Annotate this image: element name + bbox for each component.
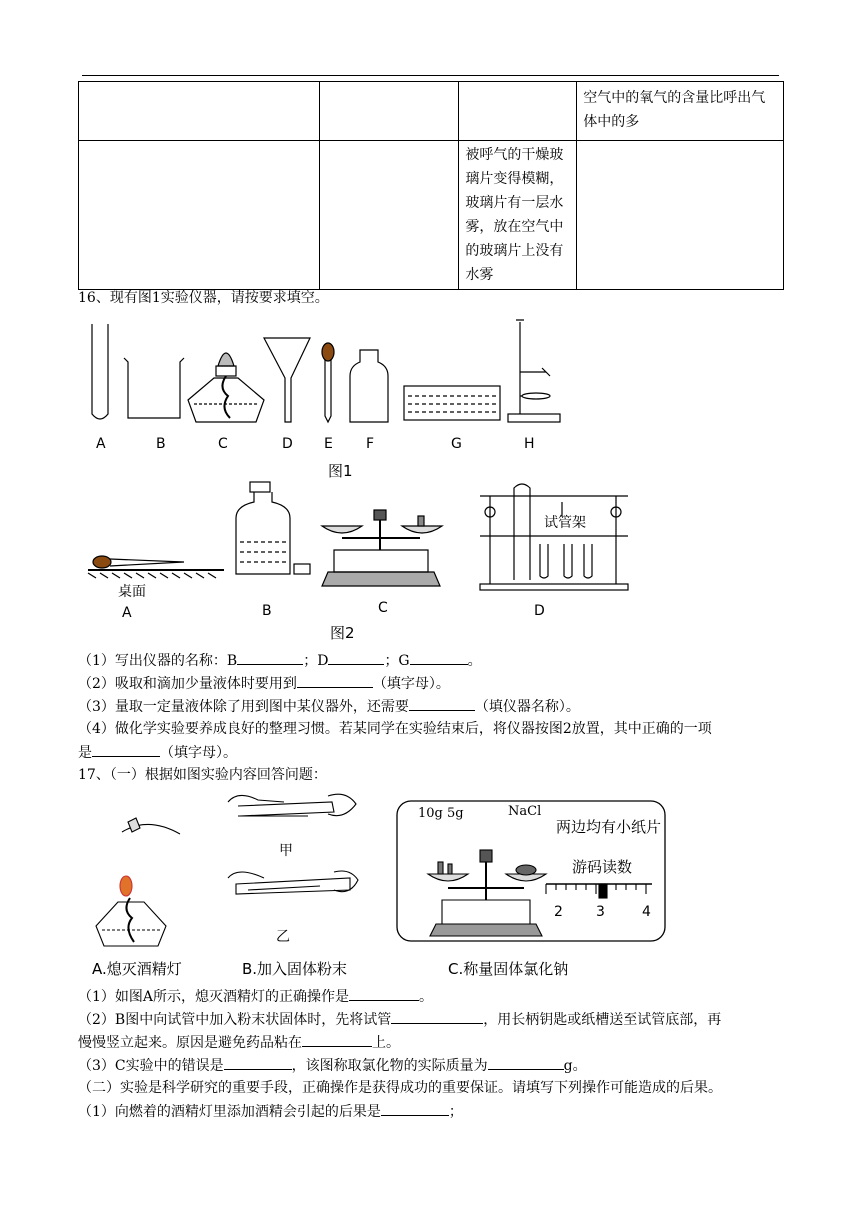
- q17-part4: （1）向燃着的酒精灯里添加酒精会引起的后果是 ；: [78, 1101, 463, 1122]
- balance: [322, 510, 442, 586]
- q16-part4-line2: 是 （填字母）。: [78, 742, 237, 763]
- table-cell: 空气中的氧气的含量比呼出气体中的多: [577, 82, 784, 141]
- water-trough: [404, 386, 500, 420]
- answer-blank[interactable]: [349, 986, 419, 1001]
- q16-part3: （3）量取一定量液体除了用到图中某仪器外，还需要 （填仪器名称）。: [78, 696, 580, 717]
- test-tube: [92, 324, 108, 419]
- fig1-label: C: [218, 436, 228, 452]
- answer-blank[interactable]: [409, 696, 475, 711]
- fig1-label: D: [282, 436, 293, 452]
- q17-part1: （1）如图A所示，熄灭酒精灯的正确操作是 。: [78, 986, 433, 1007]
- label-yi: 乙: [276, 929, 290, 945]
- answer-blank[interactable]: [92, 742, 160, 757]
- add-powder-jia: [228, 794, 356, 816]
- q17-part2-line1: （2）B图中向试管中加入粉末状固体时，先将试管 ，用长柄钥匙或纸槽送至试管底部，再: [78, 1009, 721, 1030]
- scale-tick: 2: [554, 904, 563, 920]
- q17-title: 17、（一）根据如图实验内容回答问题：: [78, 767, 327, 783]
- answer-blank[interactable]: [381, 1101, 449, 1116]
- answer-blank[interactable]: [391, 1009, 483, 1024]
- fig1-label: A: [96, 436, 106, 452]
- desk-label: 桌面: [118, 584, 146, 600]
- fig2-caption: 图2: [330, 624, 355, 642]
- header-rule: [82, 75, 779, 76]
- q16-part1: （1）写出仪器的名称：B ；D ；G 。: [78, 650, 482, 671]
- weights-label: 10g 5g: [418, 806, 464, 821]
- answer-blank[interactable]: [488, 1055, 564, 1070]
- rack-label: 试管架: [544, 515, 586, 531]
- experiment-table: [78, 81, 784, 290]
- paper-note: 两边均有小纸片: [556, 818, 662, 836]
- fig2-label: B: [262, 603, 272, 619]
- scale-tick: 3: [596, 904, 605, 920]
- fig1-label: B: [156, 436, 166, 452]
- q16-part2: （2）吸取和滴加少量液体时要用到 （填字母）。: [78, 673, 450, 694]
- caption-b: B.加入固体粉末: [242, 960, 348, 978]
- q16-part4-line1: （4）做化学实验要养成良好的整理习惯。若某同学在实验结束后，将仪器按图2放置，其中正确的一项: [78, 721, 712, 737]
- answer-blank[interactable]: [328, 650, 384, 665]
- iron-stand: [508, 320, 560, 422]
- open-bottle: [236, 482, 310, 574]
- fig1-label: E: [324, 436, 333, 452]
- fig1-label: F: [366, 436, 375, 452]
- fig2-label: D: [534, 603, 545, 619]
- dropper: [322, 343, 334, 422]
- add-powder-yi: [228, 871, 358, 894]
- reagent-bottle: [350, 350, 388, 422]
- rider-note: 游码读数: [572, 858, 633, 876]
- answer-blank[interactable]: [237, 650, 303, 665]
- fig1-label: G: [451, 436, 462, 452]
- q17-part3: （3）C实验中的错误是 ，该图称取氯化物的实际质量为 g。: [78, 1055, 587, 1076]
- answer-blank[interactable]: [410, 650, 468, 665]
- caption-a: A.熄灭酒精灯: [92, 960, 182, 978]
- alcohol-lamp: [188, 353, 264, 422]
- extinguish-lamp: [96, 818, 180, 946]
- q17-part2-line2: 慢慢竖立起来。原因是避免药品粘在 上。: [78, 1032, 400, 1053]
- q17-part2-intro: （二）实验是科学研究的重要手段，正确操作是获得成功的重要保证。请填写下列操作可能造成的后果。: [78, 1080, 722, 1096]
- table-row: [79, 82, 784, 141]
- label-jia: 甲: [279, 843, 293, 859]
- fig1-label: H: [524, 436, 535, 452]
- nacl-label: NaCl: [508, 804, 542, 819]
- scale-tick: 4: [642, 904, 651, 920]
- dropper-on-desk: [88, 556, 224, 578]
- fig2-label: A: [122, 605, 132, 621]
- fig2-label: C: [378, 600, 388, 616]
- answer-blank[interactable]: [224, 1055, 292, 1070]
- beaker: [124, 358, 184, 418]
- figure-17-ab: [88, 786, 388, 958]
- q16-title: 16、现有图1实验仪器，请按要求填空。: [78, 290, 329, 306]
- fig1-caption: 图1: [328, 462, 353, 480]
- table-cell: 被呼气的干燥玻璃片变得模糊，玻璃片有一层水雾，放在空气中的玻璃片上没有水雾: [459, 141, 577, 290]
- answer-blank[interactable]: [302, 1032, 372, 1047]
- test-tube-rack: [480, 484, 628, 590]
- caption-c: C.称量固体氯化钠: [448, 960, 569, 978]
- table-row: [79, 141, 784, 290]
- answer-blank[interactable]: [297, 673, 373, 688]
- funnel: [264, 338, 310, 422]
- figure-2-apparatus: [84, 480, 664, 600]
